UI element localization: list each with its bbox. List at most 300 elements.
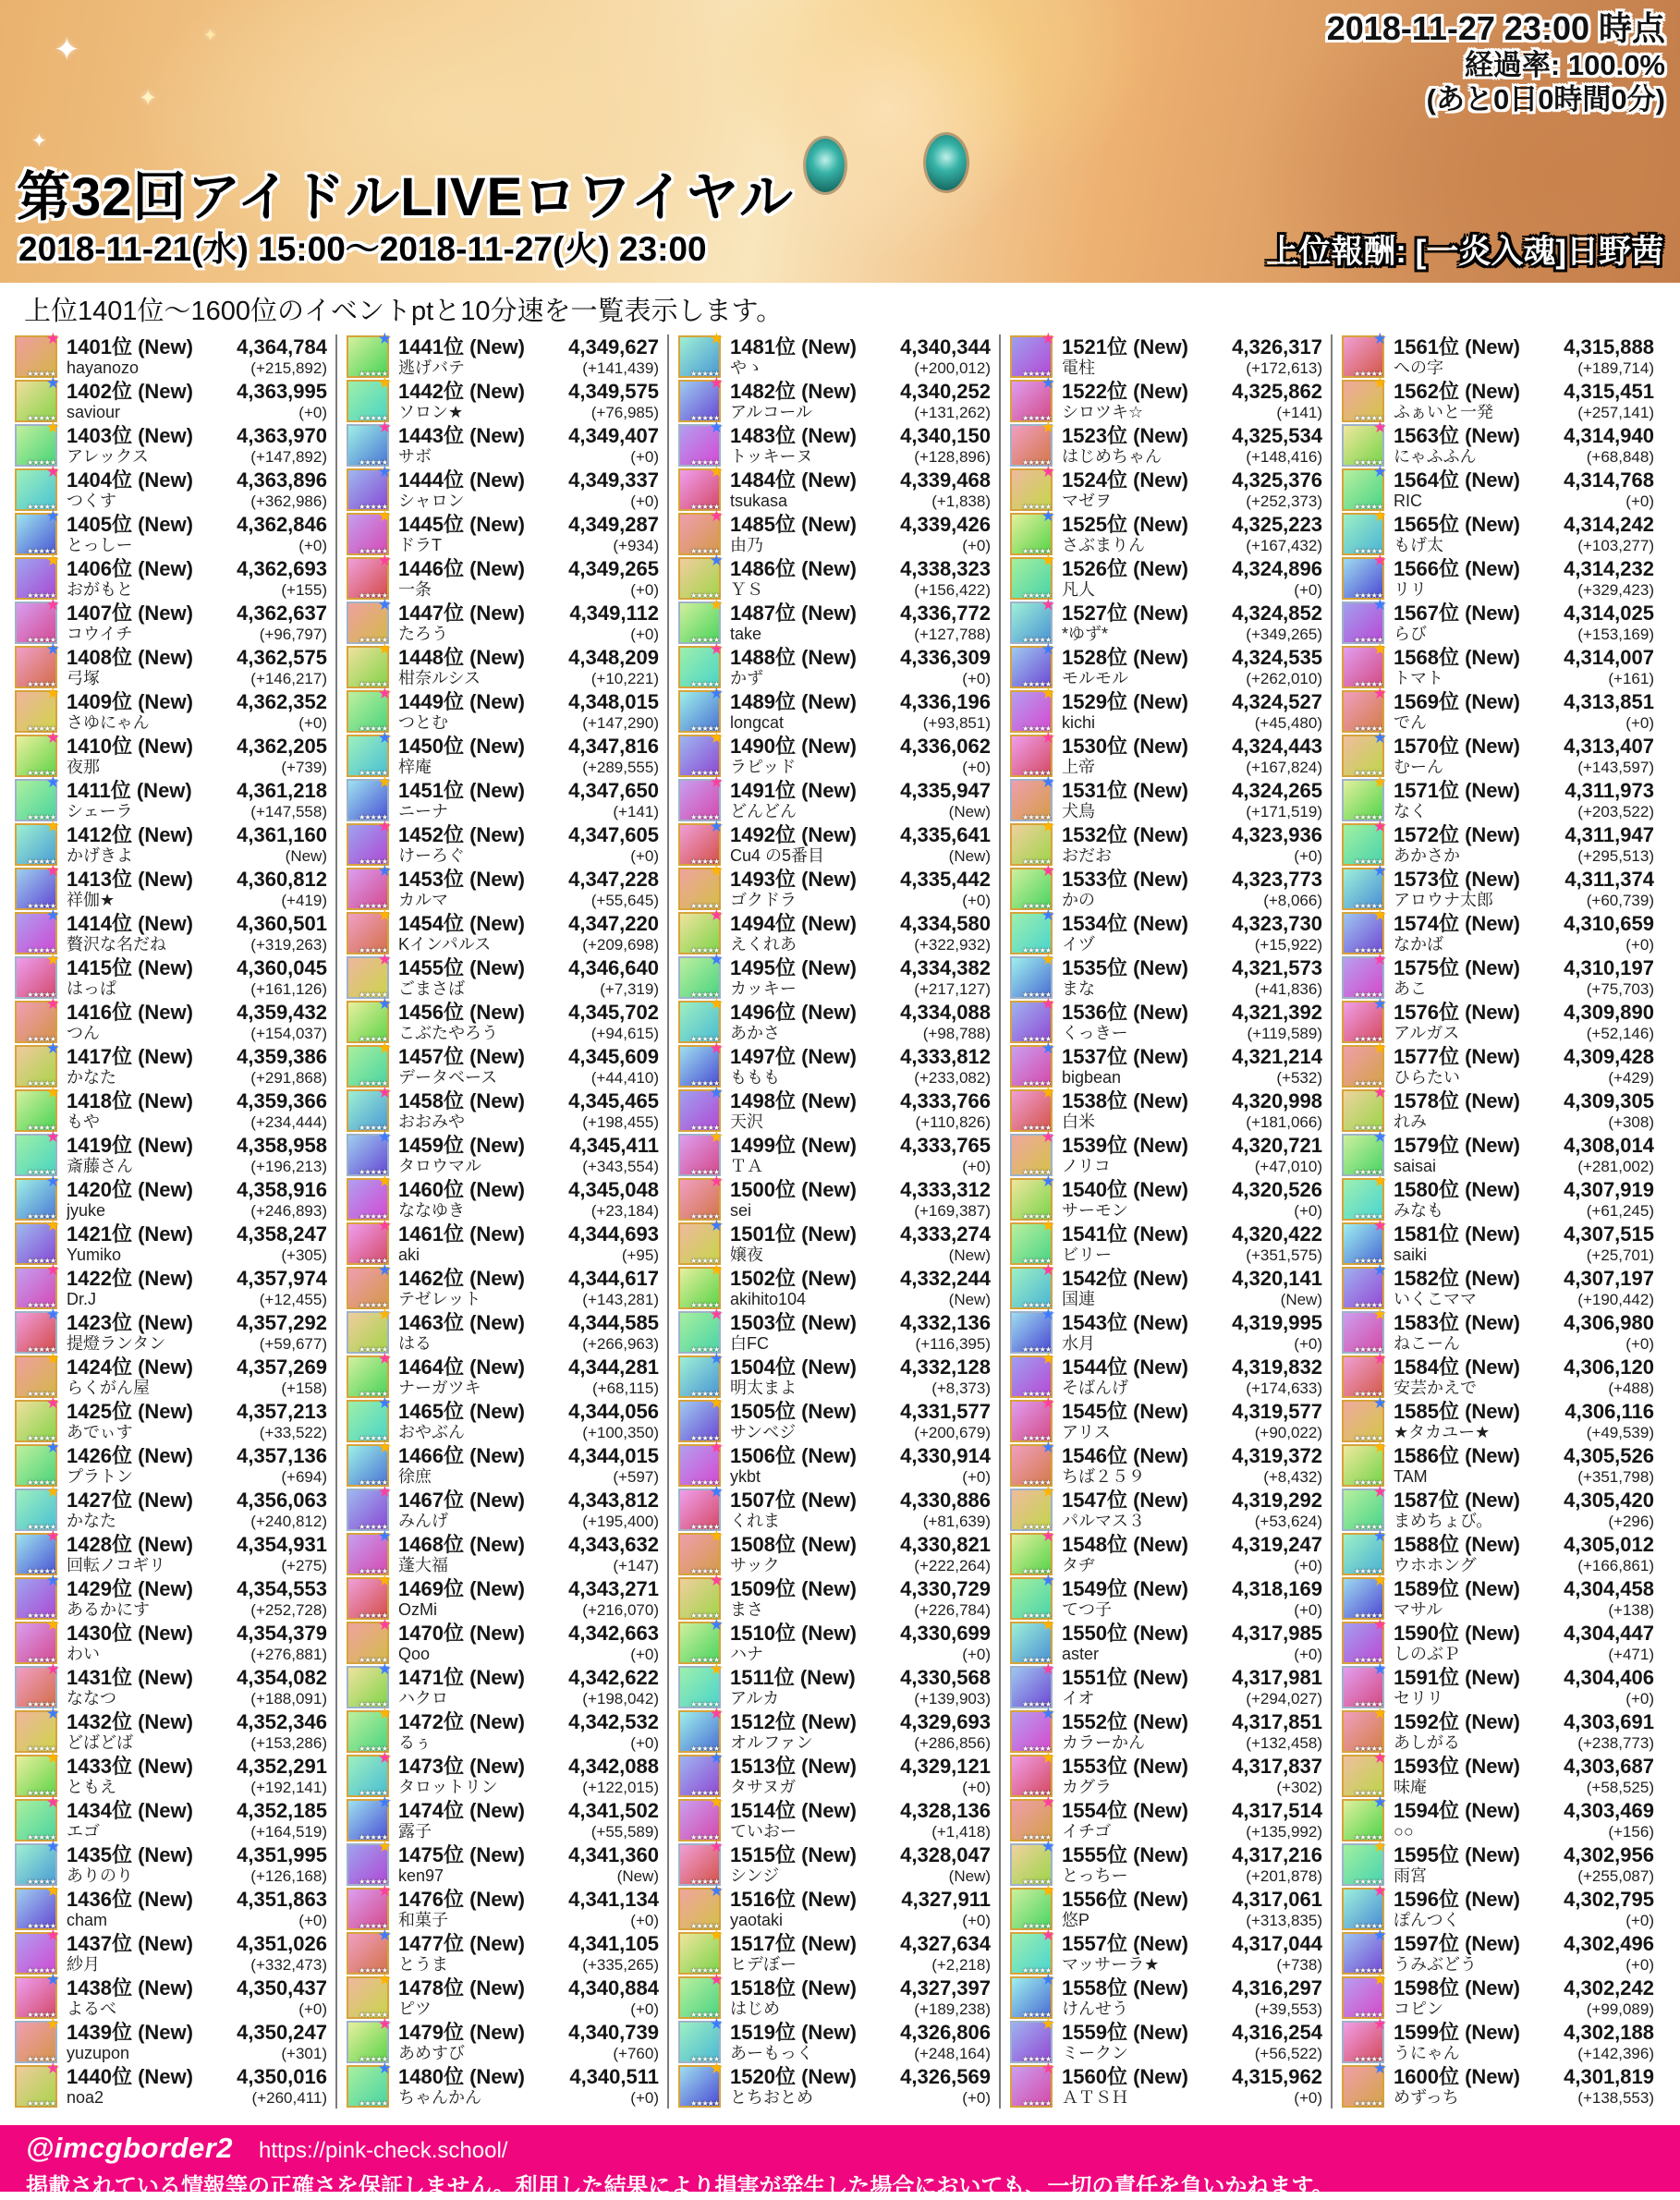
avatar: [1010, 1306, 1055, 1354]
player-name: ちば２５９: [1062, 1467, 1145, 1486]
player-name: cham: [67, 1911, 108, 1929]
avatar-star-icon: ★: [45, 1616, 60, 1634]
avatar: [15, 2015, 60, 2063]
list-item: [678, 1261, 991, 1310]
list-item: [15, 906, 327, 955]
rank-label: 1588位: [1394, 1533, 1459, 1556]
list-item: [1010, 1793, 1322, 1842]
list-item: [1342, 951, 1654, 1000]
avatar-rarity-stars: ★★★★★: [1354, 2055, 1382, 2063]
player-name: saviour: [67, 403, 121, 421]
avatar: [1010, 951, 1055, 999]
rank-label: 1451位: [398, 779, 464, 802]
avatar-rarity-stars: ★★★★★: [1354, 1035, 1382, 1043]
rank-label: 1464位: [398, 1355, 464, 1379]
avatar: [678, 1261, 724, 1309]
new-badge: (New): [1133, 1799, 1188, 1822]
points-delta: (+0): [962, 1468, 991, 1486]
player-name: ゴクドラ: [730, 891, 797, 909]
site-url[interactable]: https://pink-check.school/: [259, 2138, 508, 2163]
event-points: 4,343,632: [568, 1533, 659, 1556]
points-delta: (+90,022): [1254, 1424, 1322, 1441]
rank-label: 1513位: [730, 1755, 796, 1778]
player-name: かげきよ: [67, 846, 133, 865]
rank-label: 1582位: [1394, 1267, 1459, 1290]
avatar-star-icon: ★: [1372, 1793, 1387, 1811]
avatar-rarity-stars: ★★★★★: [359, 1257, 387, 1265]
points-delta: (+131,262): [914, 404, 991, 421]
avatar-star-icon: ★: [709, 596, 724, 614]
list-item: [678, 773, 991, 822]
points-delta: (+0): [630, 626, 659, 643]
player-name: TAM: [1394, 1467, 1428, 1486]
points-delta: (+100,350): [582, 1424, 659, 1441]
event-points: 4,325,223: [1232, 513, 1322, 536]
event-points: 4,303,687: [1564, 1755, 1654, 1778]
rank-label: 1583位: [1394, 1311, 1459, 1334]
avatar-star-icon: ★: [45, 552, 60, 569]
rank-label: 1581位: [1394, 1222, 1459, 1246]
event-points: 4,341,502: [568, 1799, 659, 1822]
rank-label: 1587位: [1394, 1489, 1459, 1512]
avatar-star-icon: ★: [1041, 1572, 1055, 1589]
new-badge: (New): [469, 956, 525, 979]
avatar-rarity-stars: ★★★★★: [27, 1878, 55, 1886]
avatar: [15, 1927, 60, 1975]
event-points: 4,326,317: [1232, 335, 1322, 359]
player-name: アロウナ太郎: [1394, 891, 1493, 909]
player-name: らび: [1394, 625, 1427, 643]
avatar: [1342, 2015, 1387, 2063]
list-item: [1342, 419, 1654, 468]
list-item: [678, 1217, 991, 1266]
event-points: 4,319,372: [1232, 1444, 1322, 1467]
event-points: 4,310,659: [1564, 912, 1654, 935]
event-points: 4,334,088: [900, 1001, 991, 1024]
new-badge: (New): [138, 690, 193, 713]
list-item: [678, 419, 991, 468]
player-name: サボ: [398, 447, 432, 466]
event-points: 4,345,411: [569, 1134, 659, 1157]
avatar-star-icon: ★: [709, 995, 724, 1013]
avatar: [1010, 1128, 1055, 1176]
avatar: [1342, 1039, 1387, 1088]
rank-label: 1457位: [398, 1045, 464, 1068]
rank-label: 1517位: [730, 1932, 796, 1955]
rank-label: 1537位: [1062, 1045, 1127, 1068]
list-item: [1342, 640, 1654, 689]
sparkle-icon: ✦: [54, 32, 80, 67]
player-name: はる: [398, 1334, 432, 1353]
list-item: [15, 1793, 327, 1842]
points-delta: (+49,539): [1586, 1424, 1654, 1441]
rank-label: 1474位: [398, 1799, 464, 1822]
avatar-star-icon: ★: [377, 1173, 392, 1190]
new-badge: (New): [469, 1755, 525, 1778]
new-badge: (New): [1465, 513, 1520, 536]
event-points: 4,313,851: [1564, 690, 1654, 713]
avatar: [347, 552, 392, 600]
new-badge: (New): [1465, 1489, 1520, 1512]
new-badge: (New): [1465, 690, 1520, 713]
avatar-star-icon: ★: [377, 1039, 392, 1057]
avatar-star-icon: ★: [377, 1616, 392, 1634]
avatar: [1342, 463, 1387, 511]
avatar: [1342, 419, 1387, 467]
points-delta: (+0): [630, 2000, 659, 2018]
rank-label: 1452位: [398, 823, 464, 846]
points-delta: (+75,703): [1586, 980, 1654, 998]
points-delta: (+0): [962, 759, 991, 776]
avatar-star-icon: ★: [1041, 729, 1055, 747]
player-name: 上帝: [1062, 758, 1095, 776]
new-badge: (New): [469, 1710, 525, 1733]
avatar-rarity-stars: ★★★★★: [359, 946, 387, 954]
points-delta: (+257,141): [1577, 404, 1654, 421]
list-item: [678, 1128, 991, 1177]
avatar-star-icon: ★: [1041, 1749, 1055, 1767]
event-points: 4,340,150: [900, 424, 991, 447]
player-name: リリ: [1394, 580, 1427, 599]
points-delta: (+68,115): [592, 1380, 659, 1397]
avatar: [15, 552, 60, 600]
rank-label: 1428位: [67, 1533, 132, 1556]
avatar-rarity-stars: ★★★★★: [27, 1611, 55, 1620]
player-name: かなた: [67, 1512, 116, 1530]
new-badge: (New): [801, 557, 857, 580]
player-name: RIC: [1394, 492, 1422, 510]
rank-label: 1454位: [398, 912, 464, 935]
rank-label: 1417位: [67, 1045, 132, 1068]
player-name: カッキー: [730, 979, 797, 998]
rank-label: 1589位: [1394, 1577, 1459, 1600]
points-delta: (+308): [1608, 1113, 1654, 1131]
rank-label: 1431位: [67, 1666, 132, 1689]
avatar-star-icon: ★: [45, 1173, 60, 1190]
new-badge: (New): [138, 468, 193, 492]
player-name: 贅沢な名だね: [67, 935, 166, 954]
avatar: [1010, 1173, 1055, 1221]
points-delta: (+81,639): [922, 1513, 991, 1530]
avatar-rarity-stars: ★★★★★: [27, 414, 55, 422]
avatar-rarity-stars: ★★★★★: [690, 991, 719, 999]
avatar-rarity-stars: ★★★★★: [690, 1301, 719, 1309]
event-points: 4,347,605: [568, 823, 659, 846]
event-points: 4,358,916: [237, 1178, 327, 1201]
points-delta: (+147,290): [582, 714, 659, 732]
new-badge: (New): [1465, 335, 1520, 359]
rank-label: 1558位: [1062, 1976, 1127, 1999]
player-name: ピツ: [398, 1999, 432, 2018]
new-badge: (New): [469, 424, 525, 447]
avatar-star-icon: ★: [377, 463, 392, 480]
avatar-star-icon: ★: [709, 1261, 724, 1279]
player-name: 斎藤さん: [67, 1157, 133, 1175]
rank-label: 1578位: [1394, 1089, 1459, 1112]
new-badge: (New): [138, 424, 193, 447]
player-name: プラトン: [67, 1467, 133, 1486]
points-delta: (+209,698): [582, 936, 659, 954]
points-delta: (+200,012): [914, 359, 991, 377]
avatar-rarity-stars: ★★★★★: [1354, 991, 1382, 999]
player-name: トッキーヌ: [730, 447, 813, 466]
rank-label: 1507位: [730, 1489, 796, 1512]
event-points: 4,363,970: [237, 424, 327, 447]
player-name: まさ: [730, 1600, 763, 1619]
new-badge: (New): [1465, 1222, 1520, 1246]
points-delta: (+0): [1625, 936, 1654, 954]
list-item: [678, 906, 991, 955]
event-points: 4,314,768: [1564, 468, 1654, 492]
player-name: yaotaki: [730, 1911, 784, 1929]
player-name: モルモル: [1062, 669, 1128, 687]
avatar: [678, 951, 724, 999]
new-badge: (New): [1133, 1976, 1188, 1999]
avatar-rarity-stars: ★★★★★: [1354, 1611, 1382, 1620]
avatar-rarity-stars: ★★★★★: [27, 1124, 55, 1132]
avatar: [678, 1749, 724, 1797]
points-delta: (+94,615): [590, 1025, 659, 1042]
points-delta: (+240,812): [250, 1513, 327, 1530]
new-badge: (New): [1133, 1755, 1188, 1778]
sparkle-icon: ✦: [203, 26, 218, 44]
avatar: [15, 995, 60, 1043]
avatar: [1342, 1306, 1387, 1354]
points-delta: (+313,835): [1246, 1912, 1322, 1929]
player-name: はっぱ: [67, 979, 116, 998]
new-badge: (New): [1133, 1932, 1188, 1955]
rank-label: 1489位: [730, 690, 796, 713]
avatar-rarity-stars: ★★★★★: [1354, 1301, 1382, 1309]
event-points: 4,350,247: [237, 2021, 327, 2044]
list-item: [15, 1439, 327, 1488]
header-illustration: [0, 0, 1680, 283]
avatar: [1342, 1749, 1387, 1797]
points-delta: (+127,788): [914, 626, 991, 643]
points-delta: (+201,878): [1246, 1867, 1322, 1885]
new-badge: (New): [801, 1755, 857, 1778]
rank-label: 1535位: [1062, 956, 1127, 979]
avatar-rarity-stars: ★★★★★: [359, 1700, 387, 1708]
points-delta: (+275): [281, 1557, 327, 1574]
list-item: [347, 773, 659, 822]
avatar-rarity-stars: ★★★★★: [690, 1434, 719, 1442]
list-item: [15, 1572, 327, 1621]
list-item: [678, 2060, 991, 2109]
list-item: [1010, 330, 1322, 379]
player-name: 徐庶: [398, 1467, 432, 1486]
player-name: うにゃん: [1394, 2044, 1460, 2062]
new-badge: (New): [138, 602, 193, 625]
avatar-rarity-stars: ★★★★★: [27, 946, 55, 954]
avatar-star-icon: ★: [1372, 685, 1387, 702]
event-points: 4,319,995: [1232, 1311, 1322, 1334]
event-points: 4,361,218: [237, 779, 327, 802]
rank-label: 1600位: [1394, 2065, 1459, 2088]
points-delta: (New): [948, 1291, 991, 1308]
avatar-rarity-stars: ★★★★★: [690, 414, 719, 422]
avatar: [678, 596, 724, 644]
list-item: [347, 1971, 659, 2020]
avatar-star-icon: ★: [377, 640, 392, 658]
avatar-rarity-stars: ★★★★★: [1022, 813, 1051, 821]
list-item: [678, 1616, 991, 1665]
player-name: イヅ: [1062, 935, 1095, 954]
player-name: あーもっく: [730, 2044, 813, 2062]
list-item: [347, 1793, 659, 1842]
avatar: [347, 596, 392, 644]
avatar-rarity-stars: ★★★★★: [690, 1700, 719, 1708]
list-item: [1010, 1660, 1322, 1709]
list-item: [1342, 1483, 1654, 1532]
avatar-star-icon: ★: [1041, 1527, 1055, 1545]
avatar-rarity-stars: ★★★★★: [27, 1922, 55, 1930]
event-points: 4,336,309: [900, 646, 991, 669]
list-item: [347, 463, 659, 512]
event-points: 4,309,428: [1564, 1045, 1654, 1068]
list-item: [15, 2015, 327, 2064]
avatar: [678, 818, 724, 866]
rank-label: 1447位: [398, 602, 464, 625]
points-delta: (+0): [298, 1912, 327, 1929]
new-badge: (New): [469, 1489, 525, 1512]
avatar-star-icon: ★: [709, 1616, 724, 1634]
points-delta: (+351,798): [1577, 1468, 1654, 1486]
event-points: 4,351,026: [237, 1932, 327, 1955]
points-delta: (+343,554): [582, 1158, 659, 1175]
player-name: シェーラ: [67, 802, 133, 820]
list-item: [347, 1439, 659, 1488]
avatar: [1342, 1439, 1387, 1487]
event-points: 4,342,622: [568, 1666, 659, 1689]
event-points: 4,325,534: [1232, 424, 1322, 447]
event-points: 4,349,265: [568, 557, 659, 580]
rank-label: 1477位: [398, 1932, 464, 1955]
points-delta: (+164,519): [250, 1823, 327, 1841]
points-delta: (+0): [630, 847, 659, 865]
new-badge: (New): [801, 646, 857, 669]
player-name: 悠P: [1062, 1911, 1090, 1929]
rank-label: 1484位: [730, 468, 796, 492]
rank-label: 1554位: [1062, 1799, 1127, 1822]
avatar: [15, 330, 60, 378]
avatar: [1010, 330, 1055, 378]
new-badge: (New): [1465, 1622, 1520, 1645]
event-points: 4,305,526: [1564, 1444, 1654, 1467]
avatar: [15, 1394, 60, 1442]
new-badge: (New): [138, 1533, 193, 1556]
points-delta: (+0): [1625, 1335, 1654, 1353]
player-name: aster: [1062, 1645, 1100, 1663]
avatar: [678, 1882, 724, 1930]
list-item: [15, 1616, 327, 1665]
rank-label: 1458位: [398, 1089, 464, 1112]
points-delta: (+238,773): [1577, 1734, 1654, 1752]
points-delta: (+99,089): [1586, 2000, 1654, 2018]
avatar-rarity-stars: ★★★★★: [1022, 1345, 1051, 1354]
avatar: [15, 596, 60, 644]
rank-label: 1580位: [1394, 1178, 1459, 1201]
player-name: ありのり: [67, 1866, 133, 1885]
points-delta: (+192,141): [250, 1779, 327, 1796]
avatar: [15, 729, 60, 777]
avatar-rarity-stars: ★★★★★: [1022, 1079, 1051, 1088]
player-name: おだお: [1062, 846, 1112, 865]
event-points: 4,362,575: [237, 646, 327, 669]
avatar-star-icon: ★: [45, 685, 60, 702]
avatar-star-icon: ★: [377, 552, 392, 569]
avatar-star-icon: ★: [709, 1394, 724, 1412]
avatar: [15, 906, 60, 954]
event-points: 4,323,936: [1232, 823, 1322, 846]
event-points: 4,357,213: [237, 1400, 327, 1423]
list-item: [678, 862, 991, 911]
player-name: akihito104: [730, 1290, 807, 1308]
list-item: [678, 463, 991, 512]
player-name: ひらたい: [1394, 1068, 1460, 1087]
new-badge: (New): [1133, 468, 1188, 492]
player-name: ともえ: [67, 1778, 116, 1796]
list-item: [347, 1350, 659, 1399]
avatar-rarity-stars: ★★★★★: [1022, 680, 1051, 688]
player-name: アルガス: [1394, 1024, 1460, 1042]
points-delta: (+143,281): [582, 1291, 659, 1308]
rank-label: 1448位: [398, 646, 464, 669]
rank-label: 1519位: [730, 2021, 796, 2044]
avatar-rarity-stars: ★★★★★: [690, 591, 719, 600]
player-name: そばんげ: [1062, 1379, 1128, 1397]
avatar-star-icon: ★: [45, 1749, 60, 1767]
list-item: [1010, 729, 1322, 778]
points-delta: (+44,410): [590, 1069, 659, 1087]
event-points: 4,334,580: [900, 912, 991, 935]
player-name: パルマス３: [1062, 1512, 1145, 1530]
list-item: [15, 419, 327, 468]
player-name: aki: [398, 1246, 420, 1264]
player-name: OzMi: [398, 1600, 437, 1619]
event-points: 4,341,134: [568, 1888, 659, 1911]
rank-label: 1514位: [730, 1799, 796, 1822]
new-badge: (New): [1133, 1444, 1188, 1467]
avatar-rarity-stars: ★★★★★: [359, 547, 387, 555]
list-item: [1010, 1705, 1322, 1754]
list-item: [1010, 995, 1322, 1044]
avatar-star-icon: ★: [1041, 1793, 1055, 1811]
rank-label: 1493位: [730, 868, 796, 891]
points-delta: (+0): [962, 2089, 991, 2107]
rank-label: 1524位: [1062, 468, 1127, 492]
event-points: 4,320,141: [1232, 1267, 1322, 1290]
avatar-rarity-stars: ★★★★★: [1354, 636, 1382, 644]
new-badge: (New): [801, 335, 857, 359]
event-period: 2018-11-21(水) 15:00～2018-11-27(火) 23:00: [18, 230, 707, 268]
list-item: [347, 1217, 659, 1266]
event-points: 4,315,962: [1232, 2065, 1322, 2088]
avatar-rarity-stars: ★★★★★: [1022, 370, 1051, 378]
list-item: [15, 1350, 327, 1399]
avatar-rarity-stars: ★★★★★: [359, 591, 387, 600]
event-points: 4,335,947: [900, 779, 991, 802]
rank-label: 1573位: [1394, 868, 1459, 891]
player-name: 国連: [1062, 1290, 1095, 1308]
points-delta: (+0): [630, 1734, 659, 1752]
avatar: [347, 906, 392, 954]
list-item: [15, 1128, 327, 1177]
list-item: [1342, 1660, 1654, 1709]
rank-label: 1443位: [398, 424, 464, 447]
event-points: 4,305,420: [1564, 1489, 1654, 1512]
avatar: [347, 773, 392, 821]
